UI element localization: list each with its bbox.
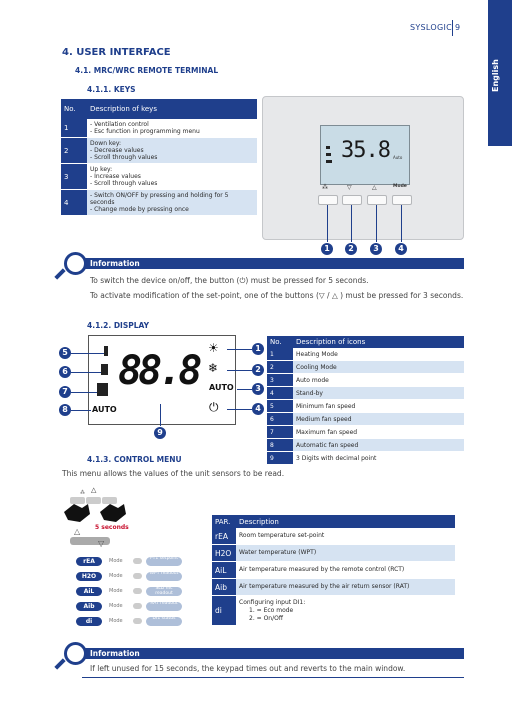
menu-value: SLD mc readout — [146, 587, 182, 596]
icon-desc: Cooling Mode — [293, 361, 464, 374]
keys-table-header — [61, 99, 257, 119]
icons-table — [267, 336, 464, 465]
par-table-header — [212, 515, 455, 528]
language-tab-label: English — [491, 59, 500, 92]
keys-heading: 4.1.1. KEYS — [87, 85, 136, 94]
icon-no: 7 — [267, 426, 293, 439]
callout-leader — [227, 409, 252, 410]
callout-leader — [327, 205, 328, 242]
icons-col-desc: Description of icons — [293, 336, 464, 348]
display-auto-fan: AUTO — [92, 405, 117, 414]
display-auto-mode: AUTO — [209, 383, 234, 392]
mode-button-icon — [133, 588, 142, 594]
callout-2: 2 — [345, 243, 357, 255]
par-desc-line: 1. = Eco mode — [249, 606, 294, 614]
key-no: 3 — [61, 164, 87, 190]
control-intro: This menu allows the values of the unit sensors to be read. — [62, 469, 285, 478]
par-desc-line: Room temperature set-point — [239, 532, 325, 539]
callout-leader — [351, 205, 352, 242]
icons-col-no: No. — [267, 336, 293, 348]
key-desc-line: - Ventilation control — [90, 121, 149, 128]
info-text-2: To activate modification of the set-point, one of the buttons (▽ / △ ) must be pressed for 3 seconds. — [90, 291, 464, 300]
hand-right-icon — [100, 504, 126, 522]
info-title: Information — [90, 259, 140, 268]
key-no: 1 — [61, 119, 87, 138]
par-code: di — [212, 596, 236, 626]
menu-row-di — [76, 617, 178, 625]
icon-desc: 3 Digits with decimal point — [293, 452, 464, 465]
callout-leader — [160, 404, 161, 426]
control-heading: 4.1.3. CONTROL MENU — [87, 455, 182, 464]
menu-value: WPT readout — [146, 572, 182, 581]
key-desc-line: Up key: — [90, 166, 113, 173]
menu-value: RAT readout — [146, 602, 182, 611]
mode-button-icon — [133, 603, 142, 609]
menu-code: Aib — [76, 602, 102, 611]
callout-leader — [71, 372, 101, 373]
fan-bar-icon — [97, 383, 108, 396]
info-title: Information — [90, 649, 140, 658]
icon-desc: Auto mode — [293, 374, 464, 387]
keys-col-desc: Description of keys — [87, 99, 257, 119]
mode-label: Mode — [393, 184, 407, 189]
menu-code: H2O — [76, 572, 102, 581]
par-code: H2O — [212, 545, 236, 562]
icon-desc: Minimum fan speed — [293, 400, 464, 413]
magnifier-icon — [64, 642, 87, 665]
down-arrow-icon: ▽ — [347, 184, 352, 191]
table-row — [212, 545, 455, 562]
icon-desc: Medium fan speed — [293, 413, 464, 426]
menu-row-ail — [76, 587, 178, 595]
fan-bar-icon — [326, 146, 330, 149]
callout-leader — [227, 370, 252, 371]
key-desc — [87, 119, 257, 138]
key-desc-line: Down key: — [90, 140, 121, 147]
menu-row-h2o — [76, 572, 178, 580]
icon-desc: Heating Mode — [293, 348, 464, 361]
callout-2: 2 — [252, 364, 264, 376]
table-row — [267, 400, 464, 413]
up-arrow-icon: △ — [74, 527, 81, 536]
callout-3: 3 — [370, 243, 382, 255]
power-icon: ⏻ — [209, 400, 219, 414]
par-desc — [236, 545, 455, 562]
table-row — [267, 374, 464, 387]
menu-code: rEA — [76, 557, 102, 566]
callout-7: 7 — [59, 386, 71, 398]
magnifier-handle-icon — [54, 658, 65, 669]
mode-button-icon — [133, 558, 142, 564]
key-no: 4 — [61, 190, 87, 216]
callout-leader — [237, 389, 252, 390]
icon-no: 4 — [267, 387, 293, 400]
callout-4: 4 — [252, 403, 264, 415]
par-code: AiL — [212, 562, 236, 579]
info-header — [82, 648, 464, 659]
divider — [82, 677, 464, 678]
table-row — [267, 426, 464, 439]
key-desc-line: - Decrease values — [90, 147, 144, 154]
key-desc — [87, 164, 257, 190]
icon-no: 6 — [267, 413, 293, 426]
key-desc-line: - Switch ON/OFF by pressing and holding for 5 seconds — [90, 192, 229, 206]
key-desc-line: - Increase values — [90, 173, 141, 180]
subsection-title: 4.1. MRC/WRC REMOTE TERMINAL — [75, 66, 219, 75]
display-digits: 88.8 — [118, 348, 199, 394]
par-desc-line: Water temperature (WPT) — [239, 549, 317, 556]
table-row — [212, 579, 455, 596]
mode-button-icon — [133, 618, 142, 624]
up-arrow-icon: △ — [91, 486, 97, 494]
table-row — [61, 190, 257, 216]
callout-4: 4 — [395, 243, 407, 255]
table-row — [267, 361, 464, 374]
table-row — [61, 119, 257, 138]
table-row — [61, 138, 257, 164]
icon-no: 2 — [267, 361, 293, 374]
device-key-3 — [367, 195, 387, 205]
par-col-no: PAR. — [212, 515, 236, 528]
menu-row-rea — [76, 557, 178, 565]
fan-bar-icon — [326, 153, 331, 156]
par-code: Aib — [212, 579, 236, 596]
brand-label: SYSLOGIC — [409, 23, 452, 32]
table-row — [212, 596, 455, 626]
par-desc — [236, 579, 455, 596]
keypad-key — [70, 497, 85, 504]
menu-code: di — [76, 617, 102, 626]
icon-no: 8 — [267, 439, 293, 452]
table-row — [267, 387, 464, 400]
mode-text: Mode — [109, 558, 123, 564]
key-no: 2 — [61, 138, 87, 164]
callout-leader — [401, 205, 402, 242]
icon-no: 9 — [267, 452, 293, 465]
callout-8: 8 — [59, 404, 71, 416]
fan-bar-icon — [104, 346, 108, 356]
table-row — [212, 562, 455, 579]
mode-text: Mode — [109, 618, 123, 624]
fan-icon: ⁂ — [80, 490, 85, 496]
five-seconds-label: 5 seconds — [95, 524, 129, 531]
keys-col-no: No. — [61, 99, 87, 119]
device-lcd-value: 35.8 — [341, 138, 390, 163]
table-row — [267, 413, 464, 426]
mode-button-icon — [133, 573, 142, 579]
mode-text: Mode — [109, 603, 123, 609]
magnifier-icon — [64, 252, 87, 275]
page-number: 9 — [455, 23, 461, 32]
key-desc — [87, 138, 257, 164]
icon-no: 1 — [267, 348, 293, 361]
callout-1: 1 — [321, 243, 333, 255]
device-key-4 — [392, 195, 412, 205]
mode-text: Mode — [109, 588, 123, 594]
device-key-2 — [342, 195, 362, 205]
parameter-table — [212, 515, 455, 626]
down-arrow-icon: ▽ — [98, 539, 105, 548]
sun-icon: ☀ — [208, 341, 219, 355]
language-tab — [488, 0, 512, 146]
menu-value: DI1 status — [146, 617, 182, 626]
menu-code: AiL — [76, 587, 102, 596]
keypad-hand-illustration — [60, 480, 140, 550]
par-desc — [236, 596, 455, 626]
display-heading: 4.1.2. DISPLAY — [87, 321, 150, 330]
keys-table — [61, 99, 257, 216]
mode-text: Mode — [109, 573, 123, 579]
par-desc-line: Configuring input DI1: — [239, 598, 306, 606]
header-divider — [452, 20, 453, 36]
callout-3: 3 — [252, 383, 264, 395]
fan-bar-icon — [326, 160, 332, 163]
section-title: 4. USER INTERFACE — [62, 47, 171, 58]
icon-desc: Maximum fan speed — [293, 426, 464, 439]
callout-1: 1 — [252, 343, 264, 355]
snowflake-icon: ❄ — [208, 361, 219, 375]
table-row — [267, 452, 464, 465]
table-row — [212, 528, 455, 545]
key-desc-line: - Change mode by pressing once — [90, 206, 189, 213]
par-desc-line: Air temperature measured by the remote control (RCT) — [239, 566, 405, 573]
icons-table-header — [267, 336, 464, 348]
callout-leader — [71, 353, 104, 354]
keypad-key — [86, 497, 101, 504]
callout-leader — [227, 349, 252, 350]
callout-9: 9 — [154, 427, 166, 439]
par-desc-line: 2. = On/Off — [249, 614, 283, 622]
key-desc — [87, 190, 257, 216]
callout-6: 6 — [59, 366, 71, 378]
up-arrow-icon: △ — [372, 184, 377, 191]
icon-no: 5 — [267, 400, 293, 413]
par-desc — [236, 528, 455, 545]
key-desc-line: - Esc function in programming menu — [90, 128, 200, 135]
callout-leader — [71, 410, 91, 411]
device-key-1 — [318, 195, 338, 205]
key-desc-line: - Scroll through values — [90, 180, 158, 187]
table-row — [267, 439, 464, 452]
callout-5: 5 — [59, 347, 71, 359]
key-desc-line: - Scroll through values — [90, 154, 158, 161]
hand-left-icon — [64, 504, 90, 522]
callout-leader — [376, 205, 377, 242]
info-text-1: To switch the device on/off, the button (⏻) must be pressed for 5 seconds. — [90, 276, 369, 285]
par-desc — [236, 562, 455, 579]
fan-bar-icon — [101, 364, 108, 375]
keypad-key — [102, 497, 117, 504]
info-text: If left unused for 15 seconds, the keypad times out and reverts to the main window. — [90, 664, 406, 673]
par-col-desc: Description — [236, 515, 455, 528]
menu-row-aib — [76, 602, 178, 610]
table-row — [267, 348, 464, 361]
icon-desc: Stand-by — [293, 387, 464, 400]
icon-no: 3 — [267, 374, 293, 387]
par-code: rEA — [212, 528, 236, 545]
par-desc-line: Air temperature measured by the air return sensor (RAT) — [239, 583, 410, 590]
callout-leader — [71, 392, 97, 393]
device-lcd-mode: Auto — [393, 155, 403, 160]
magnifier-handle-icon — [54, 268, 65, 279]
info-header — [82, 258, 464, 269]
table-row — [61, 164, 257, 190]
menu-value: PT1 setpoint — [146, 557, 182, 566]
icon-desc: Automatic fan speed — [293, 439, 464, 452]
fan-icon: ⁂ — [322, 184, 328, 191]
